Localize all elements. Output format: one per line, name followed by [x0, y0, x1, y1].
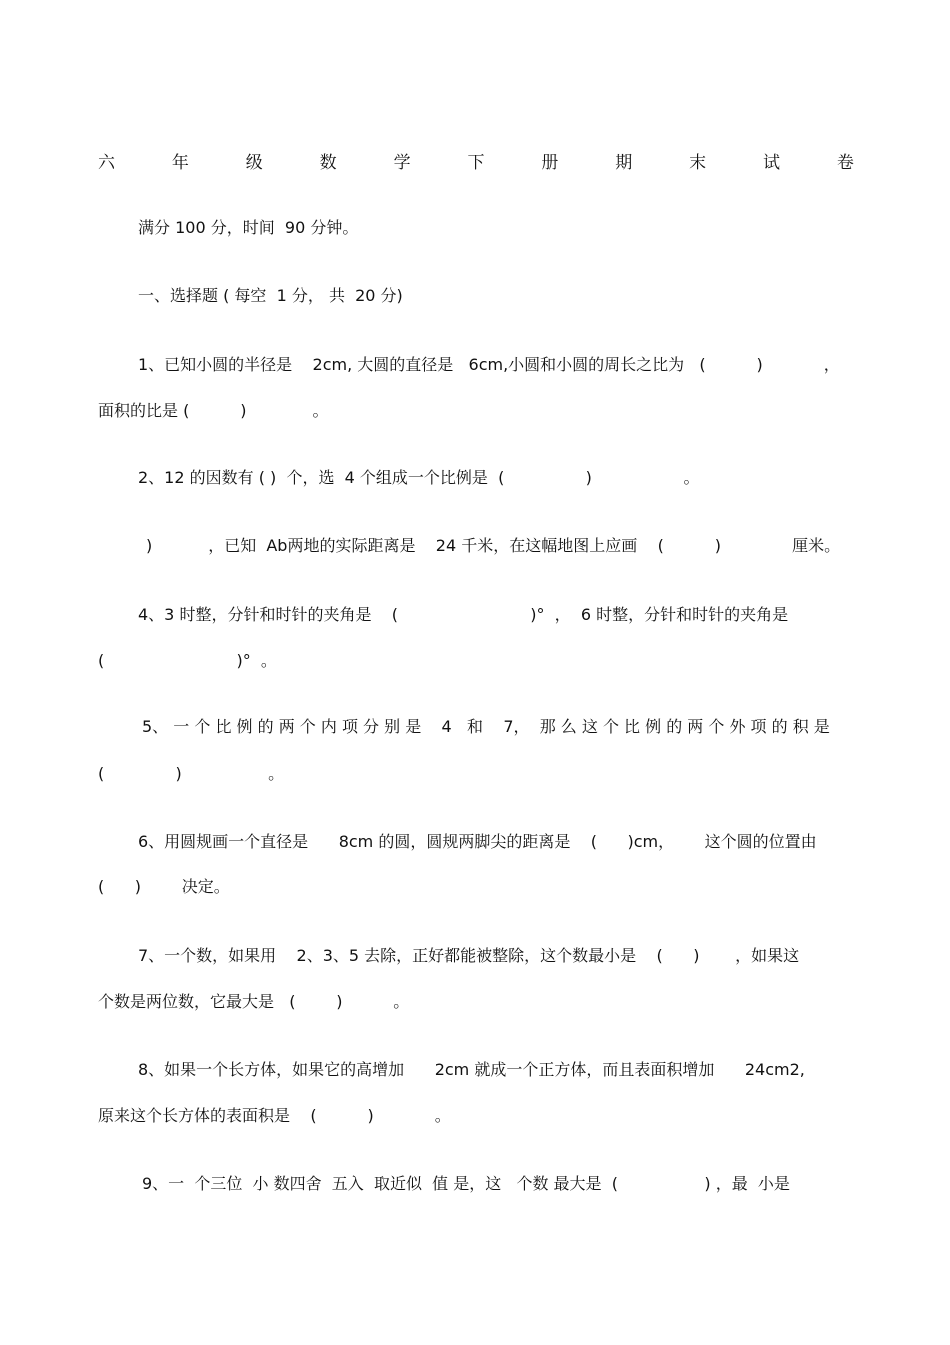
title-char: 六	[98, 153, 115, 173]
title-char: 年	[171, 153, 189, 173]
question-6-line-1: 6、用圆规画一个直径是 8cm 的圆，圆规两脚尖的距离是 ( )cm， 这个圆的位置由	[138, 832, 817, 851]
question-1-line-1: 1、已知小圆的半径是 2cm, 大圆的直径是 6cm,小圆和小圆的周长之比为 ( ) ，	[138, 355, 840, 374]
title-char: 册	[541, 153, 559, 173]
title-char: 学	[393, 153, 411, 173]
question-3-line-1: ) ，已知 Ab两地的实际距离是 24 千米，在这幅地图上应画 ( ) 厘米。	[146, 536, 841, 555]
question-6-line-2: ( ) 决定。	[98, 877, 230, 896]
title-char: 试	[763, 153, 781, 173]
question-2-line-1: 2、12 的因数有 ( ) 个，选 4 个组成一个比例是 ( ) 。	[138, 468, 700, 487]
question-5-line-2: ( ) 。	[98, 764, 285, 783]
title-char: 数	[319, 153, 337, 173]
title-char: 级	[245, 153, 263, 173]
question-4-line-2: ( )° 。	[98, 651, 277, 670]
question-7-line-2: 个数是两位数，它最大是 ( ) 。	[98, 992, 410, 1011]
question-7-line-1: 7、一个数，如果用 2、3、5 去除，正好都能被整除，这个数最小是 ( ) ，如果这	[138, 946, 800, 965]
title-char: 下	[467, 153, 485, 173]
question-1-line-2: 面积的比是 ( ) 。	[98, 401, 329, 420]
question-9-line-1: 9、一 个三位 小 数四舍 五入 取近似 值 是，这 个数 最大是 ( ) ，最 小是	[142, 1174, 790, 1193]
question-4-line-1: 4、3 时整，分针和时针的夹角是 ( )° ， 6 时整，分针和时针的夹角是	[138, 605, 789, 624]
intro-text: 满分 100 分，时间 90 分钟。	[138, 218, 359, 237]
section-heading: 一、选择题 ( 每空 1 分， 共 20 分)	[138, 286, 403, 305]
question-8-line-2: 原来这个长方体的表面积是 ( ) 。	[98, 1106, 451, 1125]
title-char: 卷	[836, 153, 854, 173]
question-8-line-1: 8、如果一个长方体，如果它的高增加 2cm 就成一个正方体，而且表面积增加 24cm2,	[138, 1060, 805, 1079]
exam-title	[98, 148, 854, 173]
question-5-line-1: 5、 一 个 比 例 的 两 个 内 项 分 别 是 4 和 7， 那 么 这 个 比 例 的 两 个 外 项 的 积 是	[142, 717, 830, 736]
title-char: 末	[689, 153, 707, 173]
title-char: 期	[615, 153, 633, 173]
